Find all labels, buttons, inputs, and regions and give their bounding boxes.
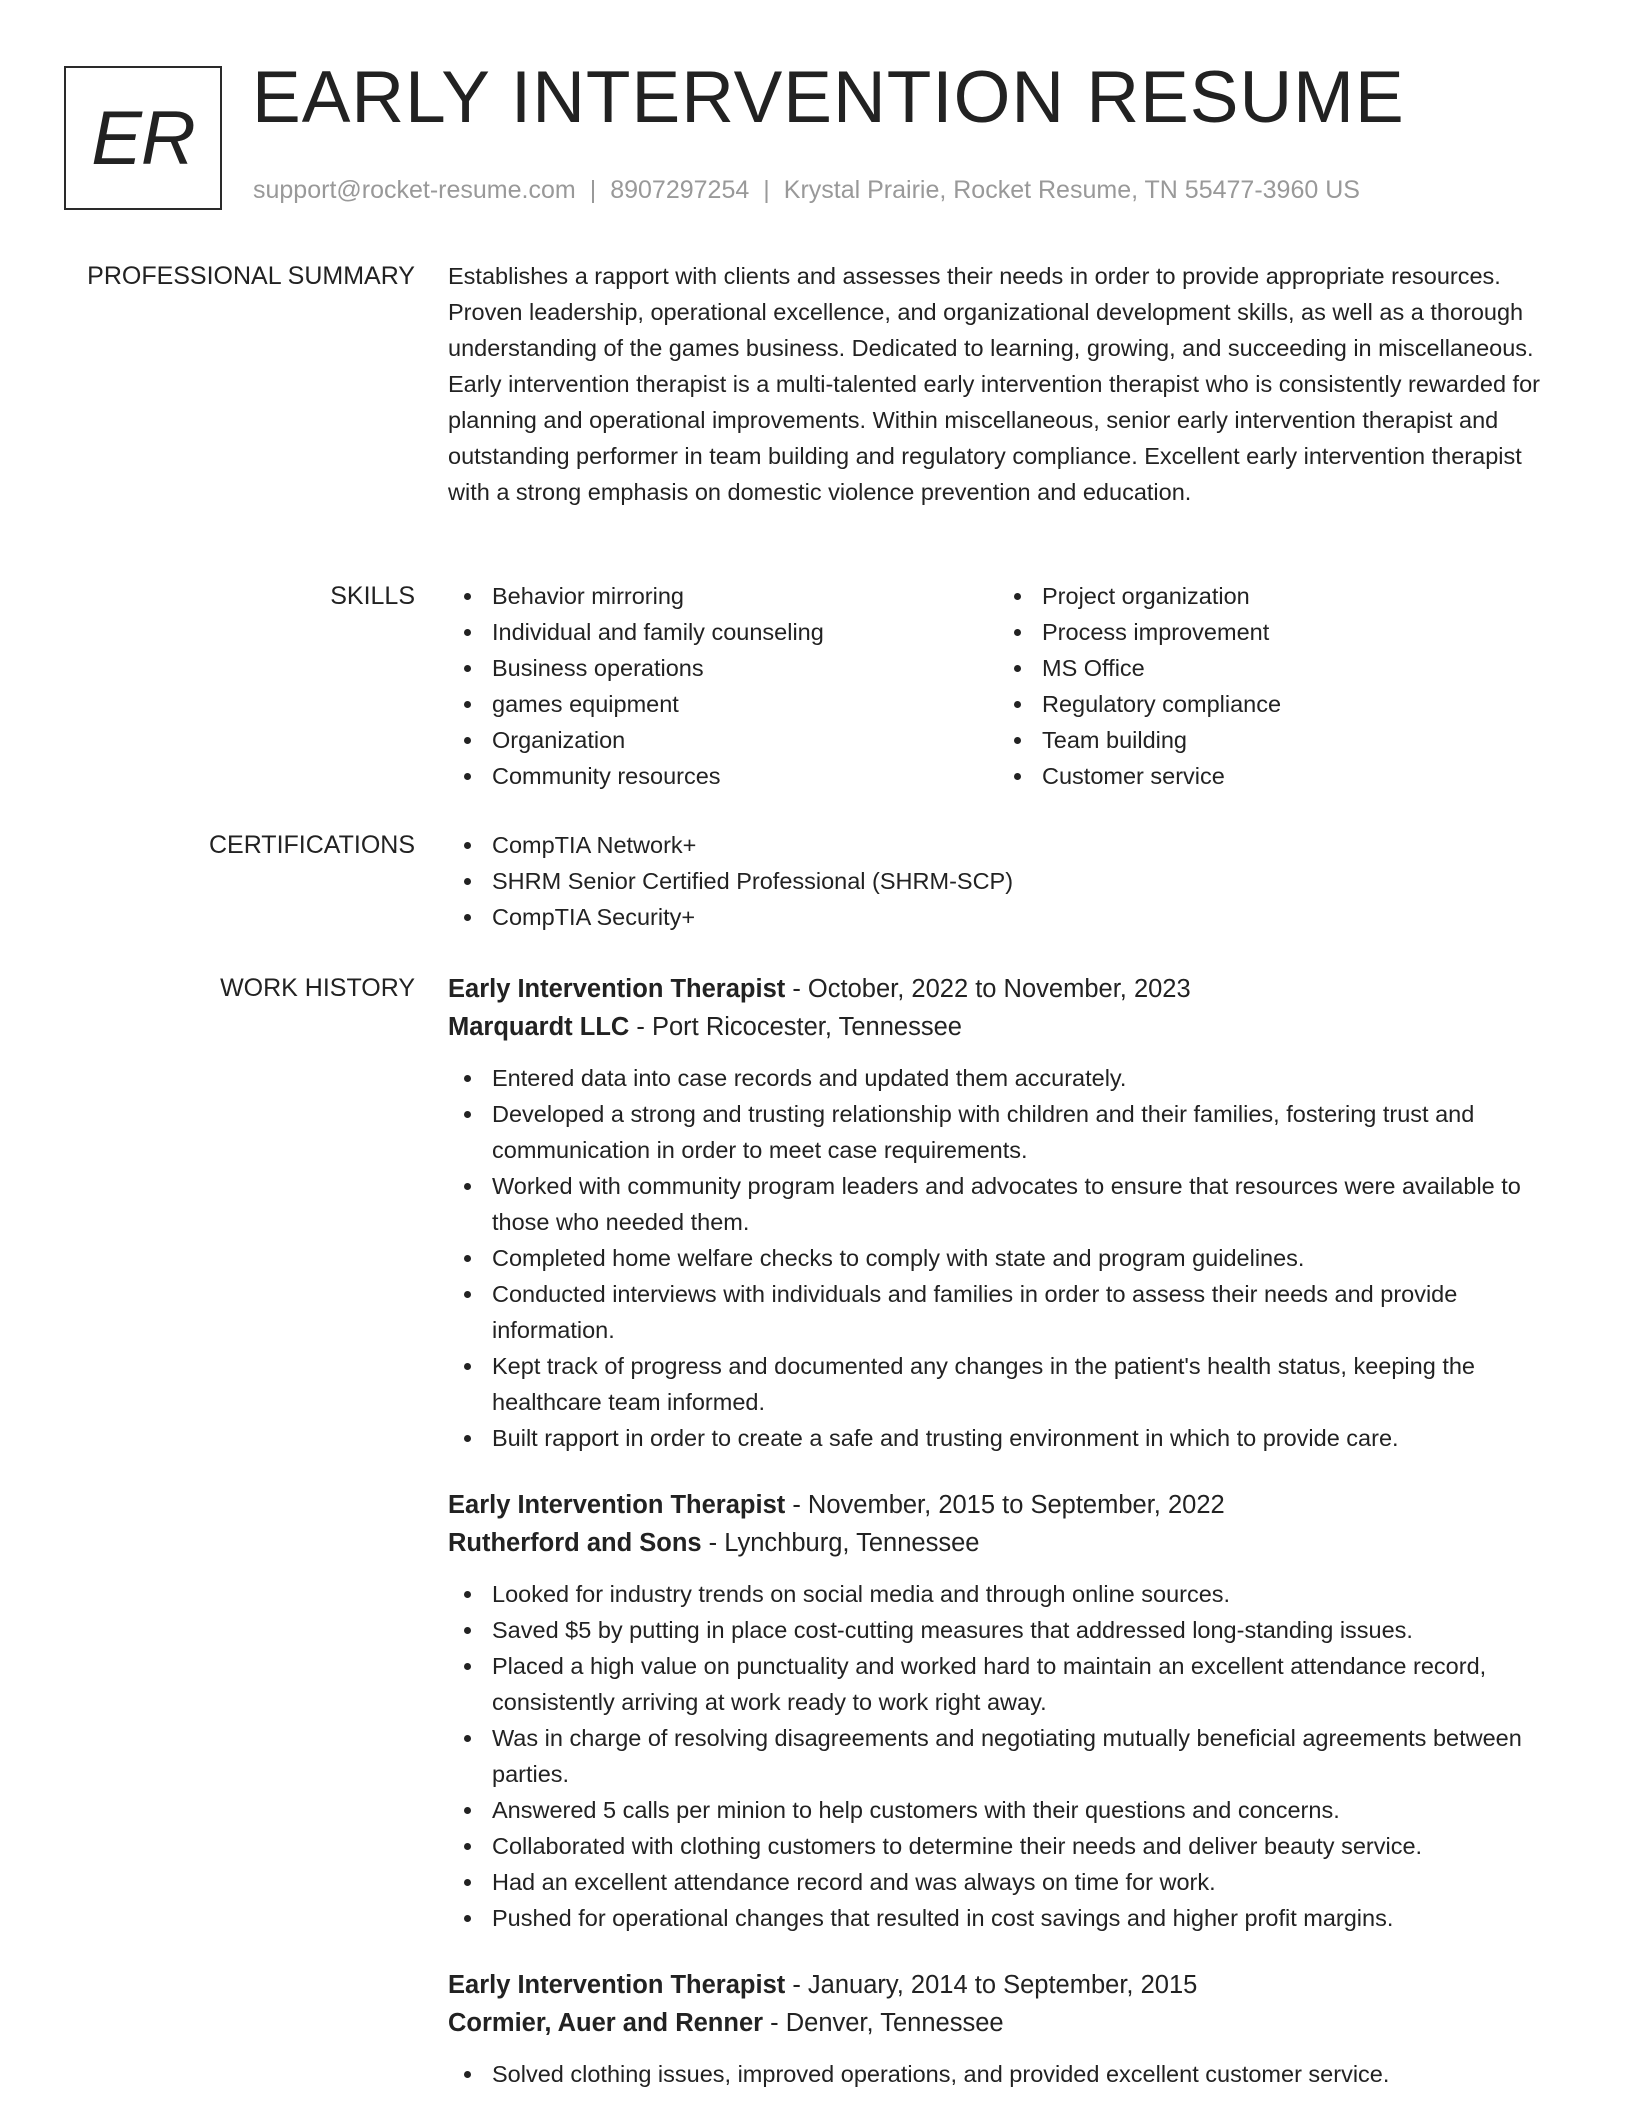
job-company: Rutherford and Sons <box>448 1529 702 1557</box>
contact-line <box>253 176 1360 205</box>
contact-address: Krystal Prairie, Rocket Resume, TN 55477-3960 US <box>783 176 1360 204</box>
contact-separator: | <box>763 176 770 204</box>
job-duty-item: Saved $5 by putting in place cost-cutting measures that addressed long-standing issues. <box>448 1612 1566 1648</box>
summary-text: Establishes a rapport with clients and assesses their needs in order to provide appropriate resources. Proven leadership, operational excellence, and organizational development skills, as well as a thorough understanding of the games business. Dedicated to learning, growing, and succeeding in miscellaneous. Early intervention therapist is a multi-talented early intervention therapist who is consistently rewarded for planning and operational improvements. Within miscellaneous, senior early intervention therapist and outstanding performer in team building and regulatory compliance. Excellent early intervention therapist with a strong emphasis on domestic violence prevention and education. <box>448 263 1540 505</box>
job-duty-item: Entered data into case records and updated them accurately. <box>448 1060 1566 1096</box>
job-duties-list <box>448 1576 1566 1936</box>
job-entry <box>448 1966 1566 2092</box>
job-duties-list <box>448 2056 1566 2092</box>
certification-item: SHRM Senior Certified Professional (SHRM-SCP) <box>448 863 1566 899</box>
job-location: - Lynchburg, Tennessee <box>701 1529 980 1557</box>
skill-item: Regulatory compliance <box>998 686 1548 722</box>
job-title-line <box>448 1966 1566 2004</box>
job-company-line <box>448 2004 1566 2042</box>
certification-item: CompTIA Network+ <box>448 827 1566 863</box>
skills-grid <box>448 578 1566 794</box>
job-title: Early Intervention Therapist <box>448 975 786 1003</box>
monogram-box <box>64 66 222 210</box>
job-duty-item: Developed a strong and trusting relationship with children and their families, fostering trust and communication in order to meet case requirements. <box>448 1096 1566 1168</box>
job-title-line <box>448 1486 1566 1524</box>
job-duty-item: Worked with community program leaders and advocates to ensure that resources were available to those who needed them. <box>448 1168 1566 1240</box>
job-duty-item: Pushed for operational changes that resulted in cost savings and higher profit margins. <box>448 1900 1566 1936</box>
job-duty-item: Had an excellent attendance record and was always on time for work. <box>448 1864 1566 1900</box>
section-label-work-history: WORK HISTORY <box>220 974 415 1002</box>
job-company-line <box>448 1524 1566 1562</box>
skill-item: Process improvement <box>998 614 1548 650</box>
monogram-initials: ER <box>91 95 195 181</box>
job-entry <box>448 970 1566 1456</box>
job-duty-item: Placed a high value on punctuality and worked hard to maintain an excellent attendance record, consistently arriving at work ready to work right away. <box>448 1648 1566 1720</box>
job-company: Marquardt LLC <box>448 1013 630 1041</box>
job-duty-item: Conducted interviews with individuals and families in order to assess their needs and provide information. <box>448 1276 1566 1348</box>
job-entry <box>448 1486 1566 1936</box>
job-dates: - October, 2022 to November, 2023 <box>785 975 1191 1003</box>
job-duty-item: Completed home welfare checks to comply with state and program guidelines. <box>448 1240 1566 1276</box>
skill-item: Project organization <box>998 578 1548 614</box>
skill-item: games equipment <box>448 686 998 722</box>
contact-separator: | <box>589 176 597 204</box>
job-dates: - November, 2015 to September, 2022 <box>785 1491 1225 1519</box>
skill-item: Individual and family counseling <box>448 614 998 650</box>
section-label-skills: SKILLS <box>330 582 415 610</box>
job-location: - Denver, Tennessee <box>763 2009 1004 2037</box>
skill-item: Customer service <box>998 758 1548 794</box>
skill-item: Team building <box>998 722 1548 758</box>
job-title: Early Intervention Therapist <box>448 1491 786 1519</box>
job-location: - Port Ricocester, Tennessee <box>629 1013 962 1041</box>
job-duty-item: Collaborated with clothing customers to determine their needs and deliver beauty service. <box>448 1828 1566 1864</box>
certification-item: CompTIA Security+ <box>448 899 1566 935</box>
job-company-line <box>448 1008 1566 1046</box>
job-duties-list <box>448 1060 1566 1456</box>
job-duty-item: Was in charge of resolving disagreements and negotiating mutually beneficial agreements between parties. <box>448 1720 1566 1792</box>
skills-list-right <box>998 578 1548 794</box>
section-label-certifications: CERTIFICATIONS <box>208 831 415 859</box>
work-history-body <box>448 970 1566 2112</box>
skill-item: Business operations <box>448 650 998 686</box>
certifications-list <box>448 827 1566 935</box>
skill-item: Organization <box>448 722 998 758</box>
skill-item: Behavior mirroring <box>448 578 998 614</box>
job-title-line <box>448 970 1566 1008</box>
job-duty-item: Answered 5 calls per minion to help customers with their questions and concerns. <box>448 1792 1566 1828</box>
job-duty-item: Looked for industry trends on social media and through online sources. <box>448 1576 1566 1612</box>
contact-phone[interactable]: 8907297254 <box>610 176 750 204</box>
job-company: Cormier, Auer and Renner <box>448 2009 764 2037</box>
section-label-summary: PROFESSIONAL SUMMARY <box>87 262 415 290</box>
job-duty-item: Kept track of progress and documented any changes in the patient's health status, keeping the healthcare team informed. <box>448 1348 1566 1420</box>
job-duty-item: Built rapport in order to create a safe and trusting environment in which to provide care. <box>448 1420 1566 1456</box>
skill-item: Community resources <box>448 758 998 794</box>
job-duty-item: Solved clothing issues, improved operations, and provided excellent customer service. <box>448 2056 1566 2092</box>
skill-item: MS Office <box>998 650 1548 686</box>
certifications-body <box>448 827 1566 935</box>
resume-title: EARLY INTERVENTION RESUME <box>252 57 1405 138</box>
skills-list-left <box>448 578 998 794</box>
contact-email[interactable]: support@rocket-resume.com <box>253 176 576 204</box>
job-title: Early Intervention Therapist <box>448 1971 786 1999</box>
job-dates: - January, 2014 to September, 2015 <box>785 1971 1198 1999</box>
